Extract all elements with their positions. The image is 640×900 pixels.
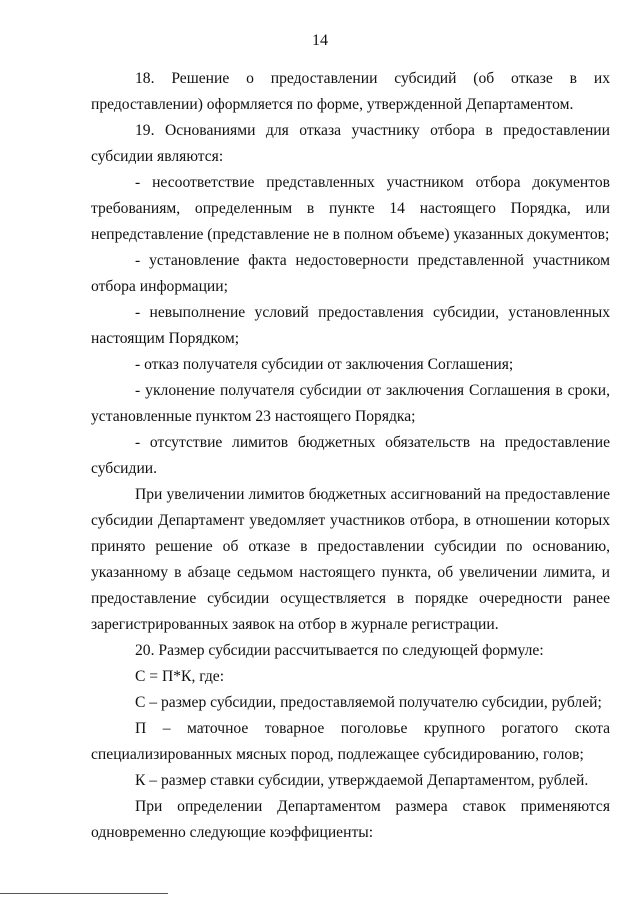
list-item-refusal-agreement: - отказ получателя субсидии от заключения Соглашения;: [135, 356, 514, 373]
paragraph-18: 18. Решение о предоставлении субсидий (об отказе в их предоставлении) оформляется по форме, утвержденной Департаментом.: [91, 70, 610, 113]
formula: С = П*К, где:: [135, 668, 225, 685]
list-item-conditions-not-met: - невыполнение условий предоставления субсидии, установленных настоящим Порядком;: [91, 304, 610, 347]
definition-k: К – размер ставки субсидии, утверждаемой Департаментом, рублей.: [135, 772, 589, 789]
list-item-documents-mismatch: - несоответствие представленных участником отбора документов требованиям, определенным в пункте 14 настоящего Порядка, или непредставление (представление не в полном объеме) указанных документов;: [91, 174, 610, 243]
paragraph-coefficients: При определении Департаментом размера ставок применяются одновременно следующие коэффициенты:: [91, 798, 610, 841]
definition-p: П – маточное товарное поголовье крупного рогатого скота специализированных мясных пород, подлежащее субсидированию, голов;: [91, 720, 610, 763]
list-item-no-limits: - отсутствие лимитов бюджетных обязательств на предоставление субсидии.: [91, 434, 610, 477]
page-number: 14: [312, 32, 328, 49]
document-body: [91, 66, 610, 846]
footer-rule: [0, 893, 168, 894]
paragraph-20: 20. Размер субсидии рассчитывается по следующей формуле:: [135, 642, 544, 659]
list-item-evasion-agreement: - уклонение получателя субсидии от заключения Соглашения в сроки, установленные пунктом 23 настоящего Порядка;: [91, 382, 610, 425]
definition-c: С – размер субсидии, предоставляемой получателю субсидии, рублей;: [135, 694, 602, 711]
paragraph-19: 19. Основаниями для отказа участнику отбора в предоставлении субсидии являются:: [91, 122, 610, 165]
list-item-false-information: - установление факта недостоверности представленной участником отбора информации;: [91, 252, 610, 295]
paragraph-limits-increase: При увеличении лимитов бюджетных ассигнований на предоставление субсидии Департамент уведомляет участников отбора, в отношении которых принято решение об отказе в предоставлении субсидии по основанию, указанному в абзаце седьмом настоящего пункта, об увеличении лимита, и предоставление субсидии осуществляется в порядке очередности ранее зарегистрированных заявок на отбор в журнале регистрации.: [91, 486, 610, 633]
